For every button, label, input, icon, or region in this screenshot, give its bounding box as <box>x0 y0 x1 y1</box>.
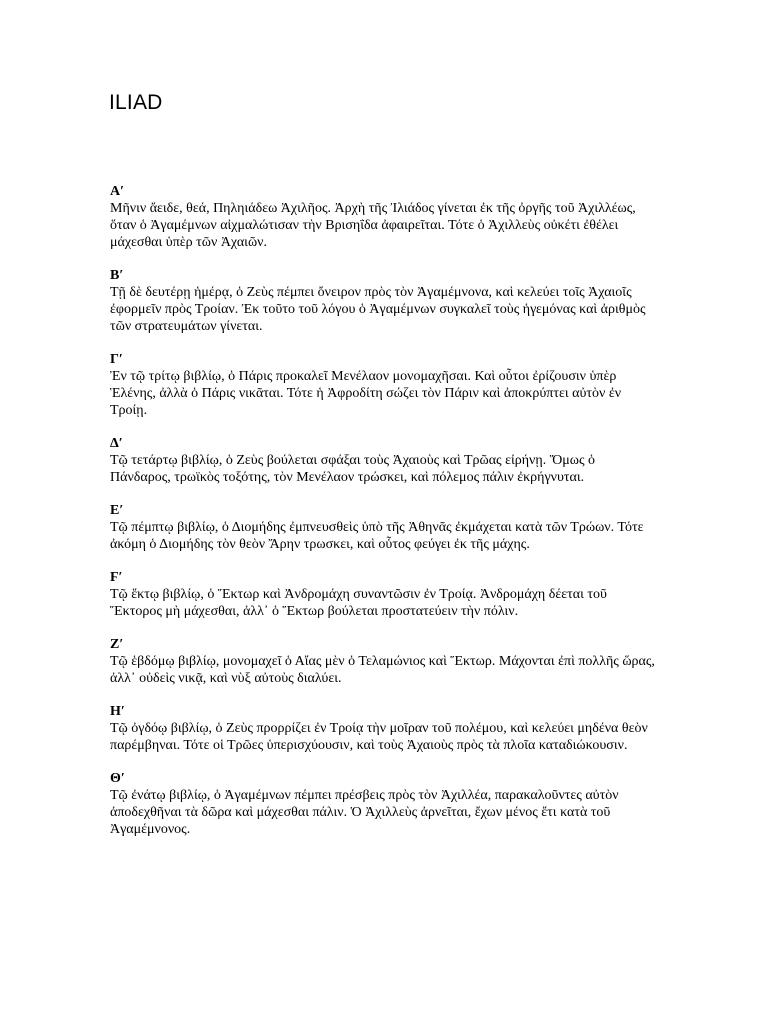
book-heading: Ζ′ <box>110 637 124 652</box>
book-section-2 <box>110 267 658 335</box>
book-summary-text: Τῷ ὀγδόῳ βιβλίῳ, ὁ Ζεὺς προρρίζει ἐν Τροίᾳ τὴν μοῖραν τοῦ πολέμου, καὶ κελεύει μηδένα θεὸν παρέμβηναι. Τότε οἱ Τρῶες ὑπερισχύουσιν, καὶ τοὺς Ἀχαιοὺς πρὸς τὰ πλοῖα καταδιώκουσιν. <box>110 721 648 753</box>
book-section-3 <box>110 351 658 419</box>
book-summaries <box>110 183 658 854</box>
book-heading: Θ′ <box>110 771 125 786</box>
book-summary-text: Τῷ πέμπτῳ βιβλίῳ, ὁ Διομήδης ἐμπνευσθεὶς ὑπὸ τῆς Ἀθηνᾶς ἐκμάχεται κατὰ τῶν Τρώων. Τότε ἀκόμη ὁ Διομήδης τὸν θεὸν Ἄρην τρωσκει, καὶ οὗτος φεύγει ἐκ τῆς μάχης. <box>110 520 644 552</box>
book-heading: Β′ <box>110 268 124 283</box>
book-summary-text: Τῇ δὲ δευτέρῃ ἡμέρᾳ, ὁ Ζεὺς πέμπει ὄνειρον πρὸς τὸν Ἀγαμέμνονα, καὶ κελεύει τοῖς Ἀχαιοῖς ἐφορμεῖν πρὸς Τροίαν. Ἐκ τοῦτο τοῦ λόγου ὁ Ἀγαμέμνων συγκαλεῖ τοὺς ἡγεμόνας καὶ ἀριθμὸς τῶν στρατευμάτων γίνεται. <box>110 285 646 334</box>
book-section-7 <box>110 636 658 687</box>
book-summary-text: Τῷ ἕκτῳ βιβλίῳ, ὁ Ἕκτωρ καὶ Ἀνδρομάχη συναντῶσιν ἐν Τροίᾳ. Ἀνδρομάχη δέεται τοῦ Ἕκτορος μὴ μάχεσθαι, ἀλλ᾽ ὁ Ἕκτωρ βούλεται προστατεύειν τὴν πόλιν. <box>110 587 607 619</box>
book-summary-text: Τῷ τετάρτῳ βιβλίῳ, ὁ Ζεὺς βούλεται σφάξαι τοὺς Ἀχαιοὺς καὶ Τρῶας εἰρήνῃ. Ὅμως ὁ Πάνδαρος, τρωϊκὸς τοξότης, τὸν Μενέλαον τρώσκει, καὶ πόλεμος πάλιν ἐκρήγνυται. <box>110 453 596 485</box>
book-heading: Δ′ <box>110 436 123 451</box>
document-title: ILIAD <box>109 91 163 114</box>
book-heading: Η′ <box>110 704 125 719</box>
book-section-6 <box>110 569 658 620</box>
book-section-4 <box>110 435 658 486</box>
book-section-5 <box>110 502 658 553</box>
book-heading: Ϝ′ <box>110 570 123 585</box>
book-heading: Γ′ <box>110 352 123 367</box>
book-section-1 <box>110 183 658 251</box>
book-summary-text: Μῆνιν ἄειδε, θεά, Πηληιάδεω Ἀχιλῆος. Ἀρχὴ τῆς Ἰλιάδος γίνεται ἐκ τῆς ὀργῆς τοῦ Ἀχιλλέως, ὅταν ὁ Ἀγαμέμνων αἰχμαλώτισαν τὴν Βρισηΐδα ἀφαιρεῖται. Τότε ὁ Ἀχιλλεὺς οὐκέτι ἐθέλει μάχεσθαι ὑπὲρ τῶν Ἀχαιῶν. <box>110 201 636 250</box>
book-heading: Ε′ <box>110 503 124 518</box>
book-heading: Α′ <box>110 184 125 199</box>
book-summary-text: Ἐν τῷ τρίτῳ βιβλίῳ, ὁ Πάρις προκαλεῖ Μενέλαον μονομαχῆσαι. Καὶ οὗτοι ἐρίζουσιν ὑπὲρ Ἑλένης, ἀλλὰ ὁ Πάρις νικᾶται. Τότε ἡ Ἀφροδίτη σώζει τὸν Πάριν καὶ ἀποκρύπτει αὐτὸν ἐν Τροίῃ. <box>110 369 622 418</box>
book-section-9 <box>110 770 658 838</box>
book-summary-text: Τῷ ἑβδόμῳ βιβλίῳ, μονομαχεῖ ὁ Αἴας μὲν ὁ Τελαμώνιος καὶ Ἕκτωρ. Μάχονται ἐπὶ πολλῆς ὥρας, ἀλλ᾽ οὐδεὶς νικᾷ, καὶ νὺξ αὐτοὺς διαλύει. <box>110 654 655 686</box>
book-summary-text: Τῷ ἐνάτῳ βιβλίῳ, ὁ Ἀγαμέμνων πέμπει πρέσβεις πρὸς τὸν Ἀχιλλέα, παρακαλοῦντες αὐτὸν ἀποδεχθῆναι τὰ δῶρα καὶ μάχεσθαι πάλιν. Ὁ Ἀχιλλεὺς ἀρνεῖται, ἔχων μένος ἔτι κατὰ τοῦ Ἀγαμέμνονος. <box>110 788 619 837</box>
book-section-8 <box>110 703 658 754</box>
